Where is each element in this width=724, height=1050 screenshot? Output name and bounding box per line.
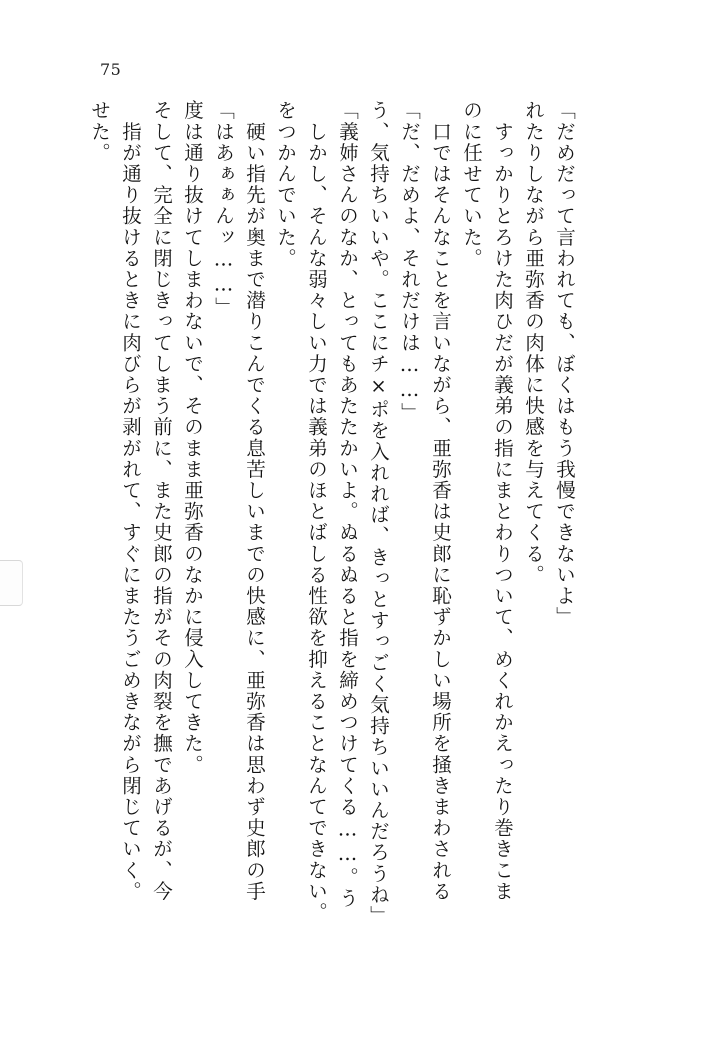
text-column: 硬い指先が奥まで潜りこんでくる息苦しいまでの快感に、亜弥香は思わず史郎の手 — [243, 100, 266, 902]
text-column: 「はあぁぁんッ……」 — [212, 100, 235, 318]
text-column: せた。 — [88, 100, 111, 164]
text-column: 口ではそんなことを言いながら、亜弥香は史郎に恥ずかしい場所を掻きまわされる — [429, 100, 452, 902]
text-column: れたりしながら亜弥香の肉体に快感を与えてくる。 — [522, 100, 545, 586]
text-column: しかし、そんな弱々しい力では義弟のほとばしる性欲を抑えることなんてできない。 — [305, 100, 328, 923]
text-column: 度は通り抜けてしまわないで、そのまま亜弥香のなかに侵入してきた。 — [181, 100, 204, 776]
text-column: すっかりとろけた肉ひだが義弟の指にまとわりついて、めくれかえったり巻きこま — [491, 100, 514, 902]
text-column: 指が通り抜けるときに肉びらが剥がれて、すぐにまたうごめきながら閉じていく。 — [119, 100, 142, 902]
page-fold-mark — [0, 560, 23, 606]
text-column: 「義姉さんのなか、とってもあたたかいよ。ぬるぬると指を締めつけてくる……。う — [336, 100, 359, 909]
text-column: 「だ、だめよ、それだけは……」 — [398, 100, 421, 424]
vertical-text-body — [78, 100, 638, 940]
text-column: 「だめだって言われても、ぼくはもう我慢できないよ」 — [553, 100, 576, 628]
text-column: をつかんでいた。 — [274, 100, 297, 269]
text-column: そして、完全に閉じきってしまう前に、また史郎の指がその肉裂を撫であげるが、今 — [150, 100, 173, 902]
text-column: のに任せていた。 — [460, 100, 483, 269]
page-number: 75 — [100, 60, 122, 79]
text-column: う、気持ちいいや。ここにチ×ポを入れれば、きっとすっごく気持ちいいんだろうね」 — [367, 100, 390, 927]
